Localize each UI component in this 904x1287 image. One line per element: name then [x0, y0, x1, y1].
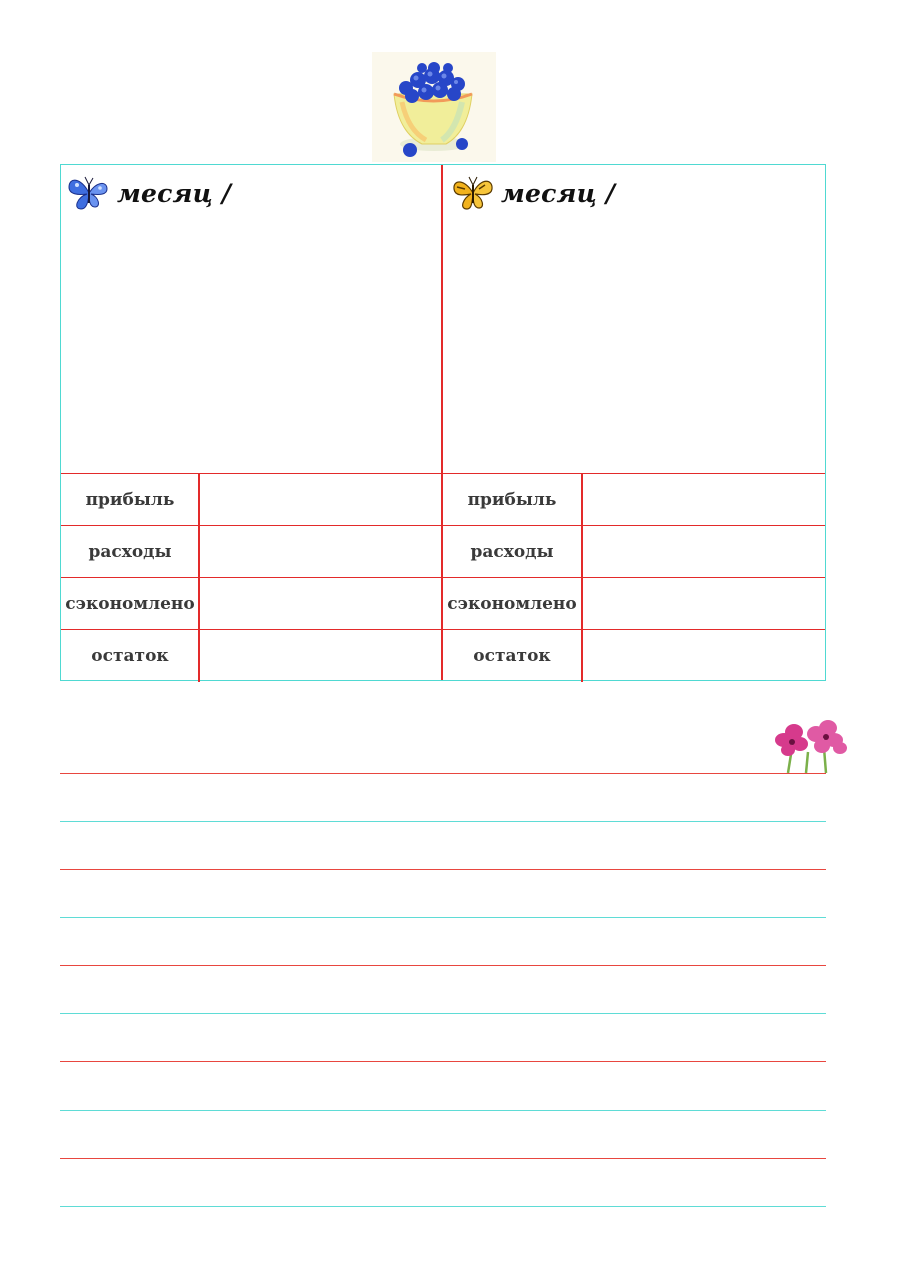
note-line[interactable]: [60, 1158, 826, 1159]
month-header-right: [451, 171, 615, 215]
stat-row: [61, 473, 825, 525]
yellow-butterfly-icon: [451, 173, 495, 213]
blue-butterfly-icon: [67, 173, 111, 213]
note-line[interactable]: [60, 1061, 826, 1062]
stat-row: [61, 629, 825, 681]
blueberry-bowl-icon: [372, 52, 496, 162]
note-line[interactable]: [60, 773, 826, 774]
stat-label-right: расходы: [470, 542, 554, 562]
stat-row: [61, 525, 825, 577]
month-label-left: месяц /: [117, 178, 232, 208]
note-line[interactable]: [60, 1013, 826, 1014]
stat-label-left: остаток: [91, 646, 169, 666]
month-label-right: месяц /: [501, 178, 616, 208]
stat-label-right: прибыль: [467, 490, 557, 510]
note-line[interactable]: [60, 1206, 826, 1207]
stat-divider-right: [581, 473, 583, 682]
stat-row: [61, 577, 825, 629]
note-line[interactable]: [60, 917, 826, 918]
stat-label-left: сэкономлено: [65, 594, 195, 614]
stat-label-left: прибыль: [85, 490, 175, 510]
note-line[interactable]: [60, 821, 826, 822]
budget-table: [60, 164, 826, 681]
pink-flowers-icon: [770, 718, 850, 774]
note-line[interactable]: [60, 965, 826, 966]
note-line[interactable]: [60, 1110, 826, 1111]
month-header-left: [67, 171, 231, 215]
stat-divider-left: [198, 473, 200, 682]
stat-label-right: остаток: [473, 646, 551, 666]
note-line[interactable]: [60, 869, 826, 870]
stat-label-left: расходы: [88, 542, 172, 562]
stat-label-right: сэкономлено: [447, 594, 577, 614]
